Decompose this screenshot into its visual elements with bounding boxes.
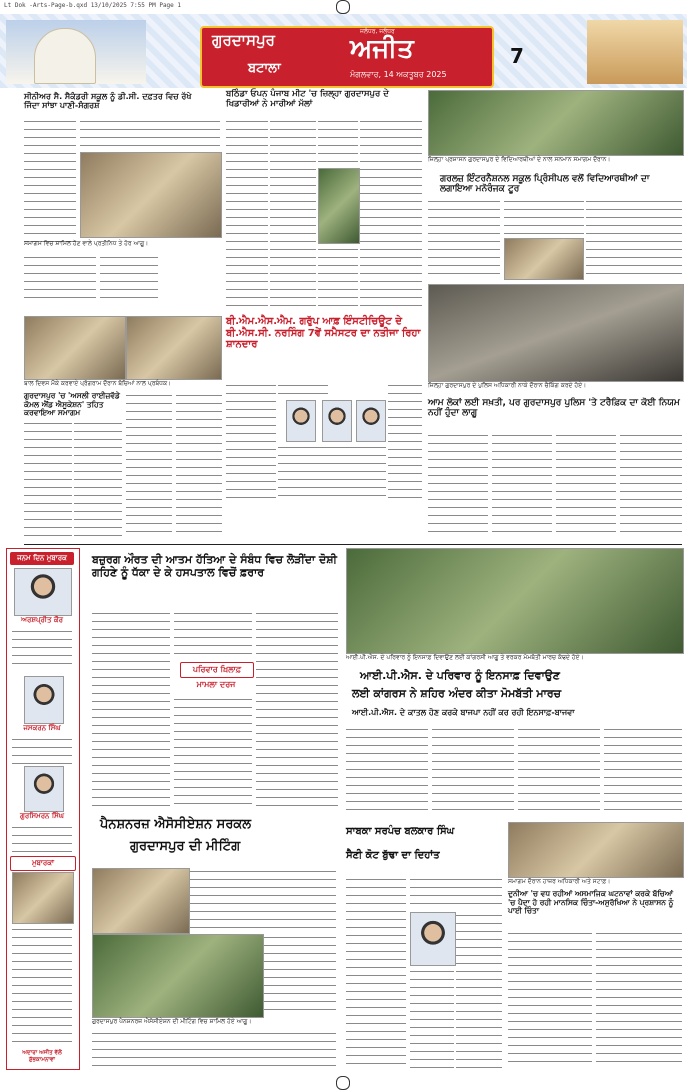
story4-body-col2-top <box>278 382 328 398</box>
story6-body-col4 <box>620 432 682 534</box>
edition-tagline: ਜਲੰਧਰ, ਜਲੰਧਰ <box>360 28 395 35</box>
story6-body-col1 <box>428 432 488 534</box>
story10-body-col1 <box>346 876 406 1068</box>
story11-body-col1 <box>508 930 592 1068</box>
story3-photo-small <box>504 238 584 280</box>
sidebar-text-2 <box>12 736 72 764</box>
story10-body-col3 <box>456 912 502 1068</box>
story2-body-col2 <box>270 118 316 308</box>
sidebar-text-4 <box>12 926 72 1046</box>
story7-body-col1 <box>92 610 170 810</box>
story3-caption: ਜ਼ਿਲ੍ਹਾ ਪ੍ਰਸ਼ਾਸਨ ਗੁਰਦਾਸਪੁਰ ਦੇ ਵਿਦਿਆਰਥੀਆਂ ਦੇ ਨਾਲ ਸਨਮਾਨ ਸਮਾਗਮ ਦੌਰਾਨ। <box>428 156 611 163</box>
story7-headline: ਬਜ਼ੁਰਗ ਔਰਤ ਦੀ ਆਤਮ ਹੱਤਿਆ ਦੇ ਸੰਬੰਧ ਵਿਚ ਲੋੜੀਂਦਾ ਦੋਸ਼ੀ ਗਹਿਣੇ ਨੂੰ ਧੱਕਾ ਦੇ ਕੇ ਹਸਪਤਾਲ ਵਿਚੋਂ ਫ਼ਰਾਰ <box>92 553 337 579</box>
story9-caption: ਗੁਰਦਾਸਪੁਰ ਪੈਨਸ਼ਨਰਜ਼ ਐਸੋਸੀਏਸ਼ਨ ਦੀ ਮੀਟਿੰਗ ਵਿਚ ਸ਼ਾਮਿਲ ਹੋਏ ਆਗੂ। <box>92 1018 252 1025</box>
story8-photo <box>346 548 684 654</box>
edition-subcity: ਬਟਾਲਾ <box>248 60 281 75</box>
story5-headline: ਗੁਰਦਾਸਪੁਰ 'ਚ 'ਅਸਲੀ ਰਾਈਜ਼ਵੱਡੇ ਕੋਮਲ ਐਂਡ ਐਸੂਕੇਸ਼ਨ' ਤਹਿਤ ਕਰਵਾਇਆ ਸਮਾਗਮ <box>24 391 120 418</box>
sidebar-name-3: ਗੁਰਸਿਮਰਨ ਸਿੰਘ <box>19 812 64 820</box>
page-number: 7 <box>510 44 524 68</box>
story4-headline: ਬੀ.ਐਮ.ਐਸ.ਐਮ. ਗਰੁੱਪ ਆਫ਼ ਇੰਸਟੀਚਿਊਟ ਦੇ ਬੀ.ਐਸ.ਸੀ. ਨਰਸਿੰਗ 7ਵੇਂ ਸਮੈਸਟਰ ਦਾ ਨਤੀਜਾ ਰਿਹਾ ਸ਼ਾਨਦਾਰ <box>226 316 421 350</box>
story10-portrait <box>410 912 456 966</box>
story1-photo <box>80 152 222 238</box>
sidebar-name-2: ਜਸਕਰਨ ਸਿੰਘ <box>23 724 61 732</box>
story4-caption: ਬਾਲ ਦਿਵਸ ਮੌਕੇ ਕਰਵਾਏ ਪ੍ਰੋਗਰਾਮ ਦੌਰਾਨ ਬੱਚਿਆਂ ਨਾਲ ਪ੍ਰਬੰਧਕ। <box>24 380 172 387</box>
story1-body-cont2 <box>100 254 158 304</box>
story5-body-col2 <box>74 420 122 538</box>
story8-subhead: ਆਈ.ਪੀ.ਐਸ. ਦੇ ਕਾਤਲ ਹੋਣ ਕਰਕੇ ਬਾਜਪਾ ਨਹੀਂ ਕਰ ਰਹੀ ਇਨਸਾਫ਼-ਬਾਜਵਾ <box>352 708 575 717</box>
story8-body-col2 <box>432 726 514 816</box>
sidebar-photo-4 <box>12 872 74 924</box>
story4-photo-left <box>24 316 126 380</box>
sidebar-name-1: ਅਰਸ਼ਪ੍ਰੀਤ ਕੌਰ <box>20 616 63 624</box>
sidebar-photo-2 <box>24 676 64 724</box>
story6-headline: ਆਮ ਲੋਕਾਂ ਲਈ ਸਖ਼ਤੀ, ਪਰ ਗੁਰਦਾਸਪੁਰ ਪੁਲਿਸ 'ਤੇ ਟਰੈਫ਼ਿਕ ਦਾ ਕੋਈ ਨਿਯਮ ਨਹੀਂ ਹੁੰਦਾ ਲਾਗੂ <box>428 398 680 419</box>
story10-body-col2 <box>410 968 454 1068</box>
edition-city: ਗੁਰਦਾਸਪੁਰ <box>212 33 275 49</box>
sidebar-text-3 <box>12 824 72 852</box>
story11-body-col2 <box>596 930 682 1068</box>
story8-headline-2: ਲਈ ਕਾਂਗਰਸ ਨੇ ਸ਼ਹਿਰ ਅੰਦਰ ਕੀਤਾ ਮੋਮਬੱਤੀ ਮਾਰਚ <box>352 687 562 700</box>
newspaper-logo: ਅਜੀਤ <box>350 34 414 63</box>
registration-mark-icon <box>336 1076 350 1090</box>
story9-body-bottom <box>92 1030 336 1068</box>
story6-body-col2 <box>492 432 552 534</box>
story4-portrait-1 <box>286 400 316 442</box>
story1-body-top <box>80 118 220 150</box>
masthead-left-photo <box>6 20 146 84</box>
sidebar-footer: ਅਦਾਰਾ ਅਜੀਤ ਵੱਲੋਂ ਸ਼ੁੱਭਕਾਮਨਾਵਾਂ <box>22 1050 62 1063</box>
story7-body-col2-top <box>174 610 252 660</box>
story9-body-side <box>264 934 336 1016</box>
story4-body-bottom <box>278 444 386 502</box>
story4-body-col1 <box>226 382 276 502</box>
story9-photo-1 <box>92 868 190 934</box>
story8-headline-1: ਆਈ.ਪੀ.ਐਸ. ਦੇ ਪਰਿਵਾਰ ਨੂੰ ਇਨਸਾਫ਼ ਦਿਵਾਉਣ <box>360 669 560 682</box>
story2-body-col3 <box>318 246 358 308</box>
story7-subhead-a: ਪਰਿਵਾਰ ਖ਼ਿਲਾਫ਼ <box>180 662 254 678</box>
story4-body-col3 <box>388 382 422 502</box>
story9-headline-2: ਗੁਰਦਾਸਪੁਰ ਦੀ ਮੀਟਿੰਗ <box>130 839 241 854</box>
story10-body-col2-top <box>410 876 502 910</box>
story7-subhead-b: ਮਾਮਲਾ ਦਰਜ <box>196 680 236 689</box>
story8-body-col3 <box>518 726 600 816</box>
sidebar-photo-1 <box>14 568 72 616</box>
story3-photo <box>428 90 684 156</box>
masthead-right-photo <box>587 20 683 84</box>
story7-body-col3 <box>256 610 338 810</box>
masthead-banner <box>200 26 494 88</box>
registration-mark-top-icon <box>336 0 350 14</box>
story1-body-cont <box>24 254 96 304</box>
story3-body-col3 <box>586 198 682 278</box>
sidebar-text-1 <box>12 628 72 670</box>
story9-headline-1: ਪੈਨਸ਼ਨਰਜ਼ ਐਸੋਸੀਏਸ਼ਨ ਸਰਕਲ <box>100 817 252 832</box>
sidebar-photo-3 <box>24 766 64 812</box>
edition-date: ਮੰਗਲਵਾਰ, 14 ਅਕਤੂਬਰ 2025 <box>350 70 447 79</box>
sidebar-title-2: ਮੁਬਾਰਕਾਂ <box>10 856 76 871</box>
story8-caption: ਆਈ.ਪੀ.ਐਸ. ਦੇ ਪਰਿਵਾਰ ਨੂੰ ਇਨਸਾਫ਼ ਦਿਵਾਉਣ ਲਈ ਕਾਂਗਰਸੀ ਆਗੂ ਤੇ ਵਰਕਰ ਮੋਮਬੱਤੀ ਮਾਰਚ ਕੱਢਦੇ ਹੋਏ। <box>346 654 584 661</box>
story7-body-col2 <box>174 696 252 810</box>
story3-headline: ਗਰਲਜ਼ ਇੰਟਰਨੈਸ਼ਨਲ ਸਕੂਲ ਪ੍ਰਿੰਸੀਪਲ ਵਲੋਂ ਵਿਦਿਆਰਥੀਆਂ ਦਾ ਲਗਾਇਆ ਮਨੋਰੰਜਕ ਟੂਰ <box>440 174 650 195</box>
story4-portrait-3 <box>356 400 386 442</box>
story6-caption: ਜ਼ਿਲ੍ਹਾ ਗੁਰਦਾਸਪੁਰ ਦੇ ਪੁਲਿਸ ਅਧਿਕਾਰੀ ਨਾਕੇ ਦੌਰਾਨ ਚੈਕਿੰਗ ਕਰਦੇ ਹੋਏ। <box>428 382 587 389</box>
story1-caption: ਸਮਾਗਮ ਵਿਚ ਸ਼ਾਮਿਲ ਹੋਣ ਵਾਲੇ ਪ੍ਰਤੀਨਿਧ ਤੇ ਹੋਰ ਆਗੂ। <box>24 240 149 247</box>
dome-icon <box>34 28 96 84</box>
sidebar-title: ਜਨਮ ਦਿਨ ਮੁਬਾਰਕ <box>10 552 74 565</box>
print-slug: Lt Dok -Arts-Page-b.qxd 13/10/2025 7:55 PM Page 1 <box>4 2 182 9</box>
story11-photo <box>508 822 684 878</box>
story1-headline: ਸੀਨੀਅਰ ਸੈ. ਸੈਕੰਡਰੀ ਸਕੂਲ ਨੂੰ ਡੀ.ਸੀ. ਦਫ਼ਤਰ ਵਿਚ ਰੱਖੇ ਜਿੰਦਾ ਸਾਂਝਾ ਪਾਣੀ-ਸੰਗਰਸ਼ <box>24 92 192 111</box>
story10-headline-1: ਸਾਬਕਾ ਸਰਪੰਚ ਬਲਕਾਰ ਸਿੰਘ <box>346 826 455 837</box>
story8-body-col4 <box>604 726 682 816</box>
story5-body-col3 <box>126 392 172 538</box>
story11-caption: ਸਮਾਗਮ ਦੌਰਾਨ ਹਾਜ਼ਰ ਅਧਿਕਾਰੀ ਅਤੇ ਸਟਾਫ਼। <box>508 878 611 885</box>
story4-photo-right <box>126 316 222 380</box>
story1-body <box>24 118 76 248</box>
story10-headline-2: ਸੈਣੀ ਕੋਟ ਬੁੱਢਾ ਦਾ ਦਿਹਾਂਤ <box>346 850 440 861</box>
story3-body-col1 <box>428 198 500 278</box>
story8-body-col1 <box>346 726 428 816</box>
story2-body-col4 <box>360 118 422 308</box>
story2-headline: ਬਠਿੰਡਾ ਓਪਨ ਪੰਜਾਬ ਮੀਟ 'ਚ ਜ਼ਿਲ੍ਹਾ ਗੁਰਦਾਸਪੁਰ ਦੇ ਖਿਡਾਰੀਆਂ ਨੇ ਮਾਰੀਆਂ ਮੱਲਾਂ <box>226 89 389 109</box>
story6-photo <box>428 284 684 382</box>
story4-portrait-2 <box>322 400 352 442</box>
story5-body-col1 <box>24 420 72 538</box>
story2-body-col3-top <box>318 118 358 166</box>
story2-body-col1 <box>226 118 268 308</box>
section-rule <box>24 544 682 545</box>
story3-body-col2 <box>504 198 584 234</box>
story2-photo <box>318 168 360 244</box>
story11-headline: ਦੁਨੀਆ 'ਚ ਵਧ ਰਹੀਆਂ ਅਸਮਾਜਿਕ ਘਟਨਾਵਾਂ ਕਰਕੇ ਬੱਚਿਆਂ 'ਚ ਪੈਦਾ ਹੋ ਰਹੀ ਮਾਨਸਿਕ ਚਿੰਤਾ-ਅਸੁਰੱਖਿਆ ਨੇ ਪ੍ਰਸ਼ਾਸਨ ਨੂੰ ਪਾਈ ਚਿੰਤਾ <box>508 889 674 916</box>
story5-body-col4 <box>176 392 222 538</box>
story9-photo-2 <box>92 934 264 1018</box>
story9-body-top <box>190 868 336 932</box>
story6-body-col3 <box>556 432 616 534</box>
